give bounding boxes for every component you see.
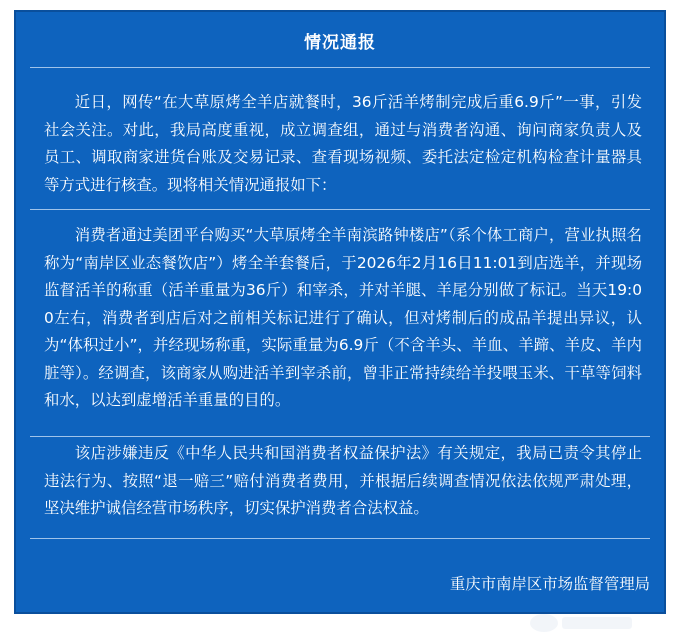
paragraph-intro: 近日，网传“在大草原烤全羊店就餐时，36斤活羊烤制完成后重6.9斤”一事，引发社会关注。对此，我局高度重视，成立调查组，通过与消费者沟通、询问商家负责人及员工、调取商家进货台账及交易记录、查看现场视频、委托法定检定机构检查计量器具等方式进行核查。现将相关情况通报如下： xyxy=(44,93,642,194)
watermark-text xyxy=(562,617,632,629)
watermark-logo-icon xyxy=(530,614,558,632)
paragraph-findings: 消费者通过美团平台购买“大草原烤全羊南滨路钟楼店”（系个体工商户，营业执照名称为“南岸区业态餐饮店”）烤全羊套餐后，于2026年2月16日11:01到店选羊，并现场监督活羊的称重（活羊重量为36斤）和宰杀，并对羊腿、羊尾分别做了标记。当天19:00左右，消费者到店后对之前相关标记进行了确认，但对烤制后的成品羊提出异议，认为“体积过小”，并经现场称重，实际重量为6.9斤（不含羊头、羊血、羊蹄、羊皮、羊内脏等）。经调查，该商家从购进活羊到宰杀前，曾非正常持续给羊投喂玉米、干草等饲料和水，以达到虚增活羊重量的目的。 xyxy=(44,226,642,409)
issuing-authority: 重庆市南岸区市场监督管理局 xyxy=(449,575,650,593)
paragraph-conclusion: 该店涉嫌违反《中华人民共和国消费者权益保护法》有关规定，我局已责令其停止违法行为、按照“退一赔三”赔付消费者费用，并根据后续调查情况依法依规严肃处理，坚决维护诚信经营市场秩序，切实保护消费者合法权益。 xyxy=(44,444,642,517)
notice-title: 情况通报 xyxy=(304,33,376,53)
divider-line xyxy=(30,538,650,539)
divider-line xyxy=(30,436,650,437)
notice-panel xyxy=(14,10,666,614)
divider-line xyxy=(30,67,650,68)
watermark xyxy=(530,614,632,632)
divider-line xyxy=(30,209,650,210)
